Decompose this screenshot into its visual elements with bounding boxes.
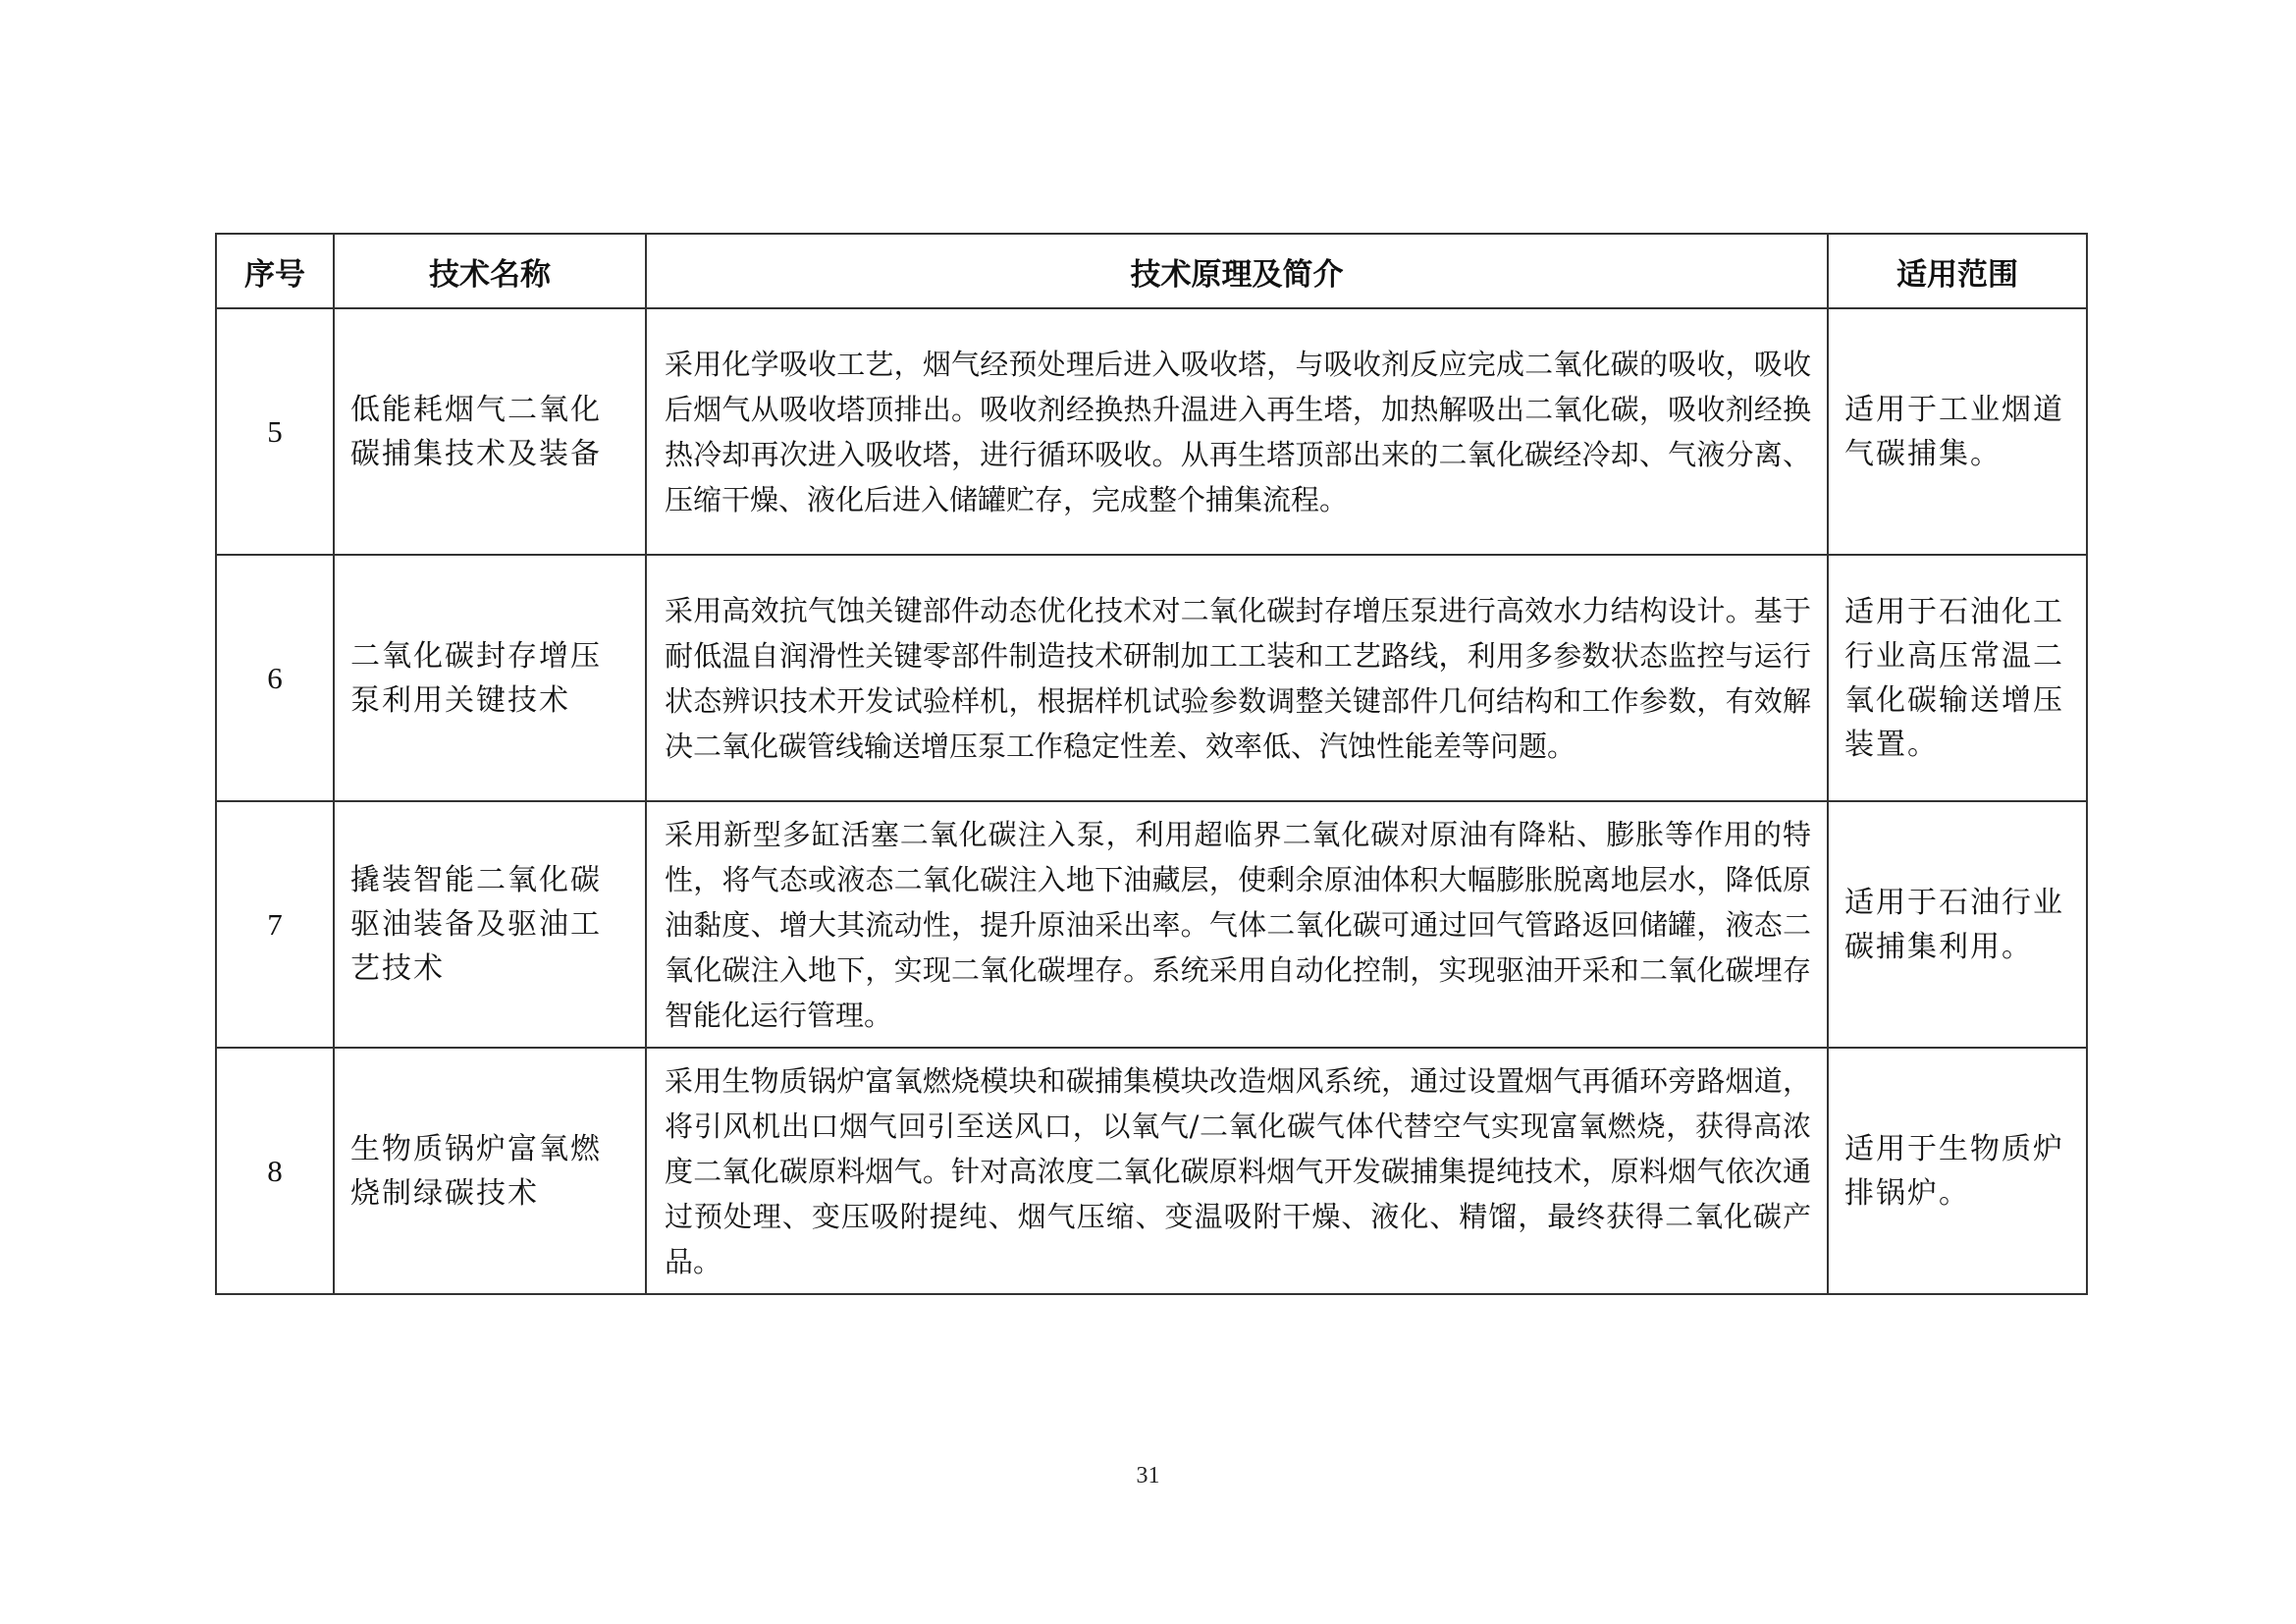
row-description: 采用生物质锅炉富氧燃烧模块和碳捕集模块改造烟风系统，通过设置烟气再循环旁路烟道，将引风机出口烟气回引至送风口，以氧气/二氧化碳气体代替空气实现富氧燃烧，获得高浓度二氧化碳原料烟气。针对高浓度二氧化碳原料烟气开发碳捕集提纯技术，原料烟气依次通过预处理、变压吸附提纯、烟气压缩、变温吸附干燥、液化、精馏，最终获得二氧化碳产品。 <box>646 1048 1828 1294</box>
table-row <box>216 308 2087 555</box>
header-description: 技术原理及简介 <box>646 234 1828 308</box>
table-row <box>216 555 2087 801</box>
row-scope: 适用于石油行业碳捕集利用。 <box>1828 801 2087 1048</box>
row-tech-name: 撬装智能二氧化碳驱油装备及驱油工艺技术 <box>334 801 646 1048</box>
row-description: 采用高效抗气蚀关键部件动态优化技术对二氧化碳封存增压泵进行高效水力结构设计。基于耐低温自润滑性关键零部件制造技术研制加工工装和工艺路线，利用多参数状态监控与运行状态辨识技术开发试验样机，根据样机试验参数调整关键部件几何结构和工作参数，有效解决二氧化碳管线输送增压泵工作稳定性差、效率低、汽蚀性能差等问题。 <box>646 555 1828 801</box>
header-scope: 适用范围 <box>1828 234 2087 308</box>
row-tech-name: 二氧化碳封存增压泵利用关键技术 <box>334 555 646 801</box>
row-description: 采用化学吸收工艺，烟气经预处理后进入吸收塔，与吸收剂反应完成二氧化碳的吸收，吸收后烟气从吸收塔顶排出。吸收剂经换热升温进入再生塔，加热解吸出二氧化碳，吸收剂经换热冷却再次进入吸收塔，进行循环吸收。从再生塔顶部出来的二氧化碳经冷却、气液分离、压缩干燥、液化后进入储罐贮存，完成整个捕集流程。 <box>646 308 1828 555</box>
row-tech-name: 低能耗烟气二氧化碳捕集技术及装备 <box>334 308 646 555</box>
row-scope: 适用于石油化工行业高压常温二氧化碳输送增压装置。 <box>1828 555 2087 801</box>
row-number: 6 <box>216 555 334 801</box>
technology-table <box>215 233 2088 1295</box>
row-description: 采用新型多缸活塞二氧化碳注入泵，利用超临界二氧化碳对原油有降粘、膨胀等作用的特性，将气态或液态二氧化碳注入地下油藏层，使剩余原油体积大幅膨胀脱离地层水，降低原油黏度、增大其流动性，提升原油采出率。气体二氧化碳可通过回气管路返回储罐，液态二氧化碳注入地下，实现二氧化碳埋存。系统采用自动化控制，实现驱油开采和二氧化碳埋存智能化运行管理。 <box>646 801 1828 1048</box>
row-tech-name: 生物质锅炉富氧燃烧制绿碳技术 <box>334 1048 646 1294</box>
table-row <box>216 801 2087 1048</box>
table-row <box>216 1048 2087 1294</box>
row-number: 5 <box>216 308 334 555</box>
row-scope: 适用于生物质炉排锅炉。 <box>1828 1048 2087 1294</box>
header-number: 序号 <box>216 234 334 308</box>
table-header-row <box>216 234 2087 308</box>
row-scope: 适用于工业烟道气碳捕集。 <box>1828 308 2087 555</box>
row-number: 8 <box>216 1048 334 1294</box>
row-number: 7 <box>216 801 334 1048</box>
page-number: 31 <box>1136 1463 1160 1489</box>
header-name: 技术名称 <box>334 234 646 308</box>
